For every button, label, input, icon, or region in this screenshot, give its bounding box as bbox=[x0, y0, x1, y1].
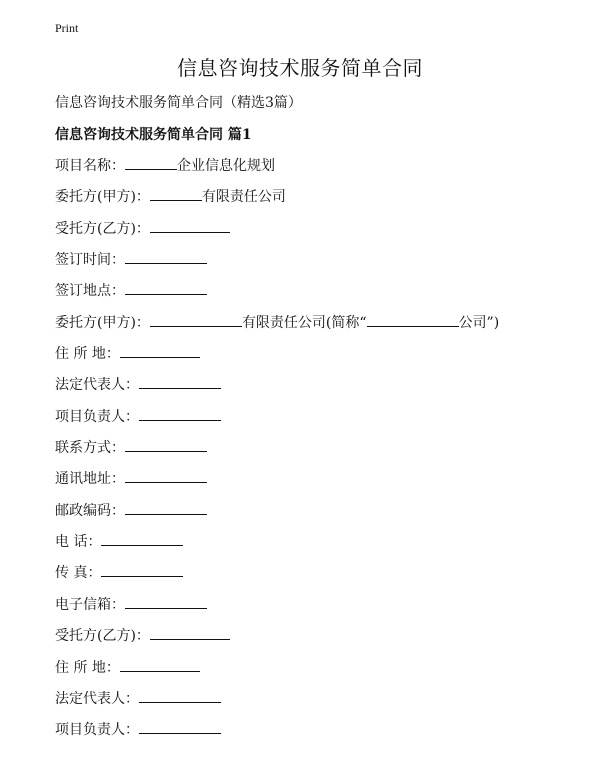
field-mail-address bbox=[55, 467, 575, 498]
field-client-a-full bbox=[55, 311, 575, 342]
contract-fields bbox=[55, 154, 575, 750]
field-value: 企业信息化规划 bbox=[177, 158, 275, 174]
blank-line bbox=[120, 342, 200, 358]
field-phone bbox=[55, 530, 575, 561]
field-label: 传 真： bbox=[55, 565, 102, 582]
field-label: 通讯地址： bbox=[55, 471, 125, 488]
field-client-a bbox=[55, 185, 575, 216]
blank-line bbox=[150, 185, 202, 201]
print-link[interactable]: Print bbox=[55, 21, 79, 35]
field-label: 受托方(乙方)： bbox=[55, 628, 150, 645]
field-postcode bbox=[55, 499, 575, 530]
field-address-1 bbox=[55, 342, 575, 373]
blank-line bbox=[150, 217, 230, 233]
document-title: 信息咨询技术服务简单合同 bbox=[177, 56, 423, 80]
field-fax bbox=[55, 561, 575, 592]
blank-line bbox=[150, 311, 242, 327]
blank-line bbox=[150, 624, 230, 640]
field-label: 住 所 地： bbox=[55, 659, 120, 676]
field-address-2 bbox=[55, 656, 575, 687]
field-label: 项目名称： bbox=[55, 158, 125, 174]
field-label: 委托方(甲方)： bbox=[55, 314, 150, 331]
field-label: 法定代表人： bbox=[55, 377, 139, 394]
field-sign-time bbox=[55, 248, 575, 279]
field-label: 电 话： bbox=[55, 534, 102, 551]
section-heading: 信息咨询技术服务简单合同 篇1 bbox=[55, 127, 252, 143]
blank-line bbox=[125, 248, 207, 264]
field-sign-place bbox=[55, 279, 575, 310]
blank-line bbox=[139, 373, 221, 389]
field-project-lead-1 bbox=[55, 405, 575, 436]
field-label: 委托方(甲方)： bbox=[55, 189, 150, 206]
blank-line bbox=[125, 279, 207, 295]
blank-line bbox=[125, 436, 207, 452]
blank-line bbox=[125, 593, 207, 609]
field-label: 邮政编码： bbox=[55, 502, 125, 519]
field-legal-rep-2 bbox=[55, 687, 575, 718]
field-project-lead-2 bbox=[55, 718, 575, 749]
field-email bbox=[55, 593, 575, 624]
field-value: 有限责任公司(简称“ bbox=[241, 314, 367, 331]
blank-line bbox=[139, 687, 221, 703]
field-label: 受托方(乙方)： bbox=[55, 220, 150, 237]
document-subtitle: 信息咨询技术服务简单合同（精选3篇） bbox=[55, 95, 302, 111]
field-suffix: 公司”) bbox=[458, 314, 500, 331]
blank-line bbox=[101, 530, 183, 546]
blank-line bbox=[101, 561, 183, 577]
blank-line bbox=[367, 311, 459, 327]
field-label: 电子信箱： bbox=[55, 596, 125, 613]
blank-line bbox=[125, 154, 177, 170]
field-label: 法定代表人： bbox=[55, 690, 139, 707]
field-label: 住 所 地： bbox=[55, 346, 120, 363]
blank-line bbox=[120, 656, 200, 672]
blank-line bbox=[125, 499, 207, 515]
field-contact bbox=[55, 436, 575, 467]
field-label: 项目负责人： bbox=[55, 722, 139, 739]
field-value: 有限责任公司 bbox=[201, 189, 286, 206]
field-label: 签订地点： bbox=[55, 283, 125, 300]
blank-line bbox=[139, 405, 221, 421]
field-label: 项目负责人： bbox=[55, 408, 139, 425]
field-label: 签订时间： bbox=[55, 252, 125, 269]
blank-line bbox=[139, 718, 221, 734]
field-legal-rep-1 bbox=[55, 373, 575, 404]
field-label: 联系方式： bbox=[55, 440, 125, 457]
blank-line bbox=[125, 467, 207, 483]
field-trustee-b bbox=[55, 217, 575, 248]
field-trustee-b-2 bbox=[55, 624, 575, 655]
field-project-name bbox=[55, 154, 575, 185]
